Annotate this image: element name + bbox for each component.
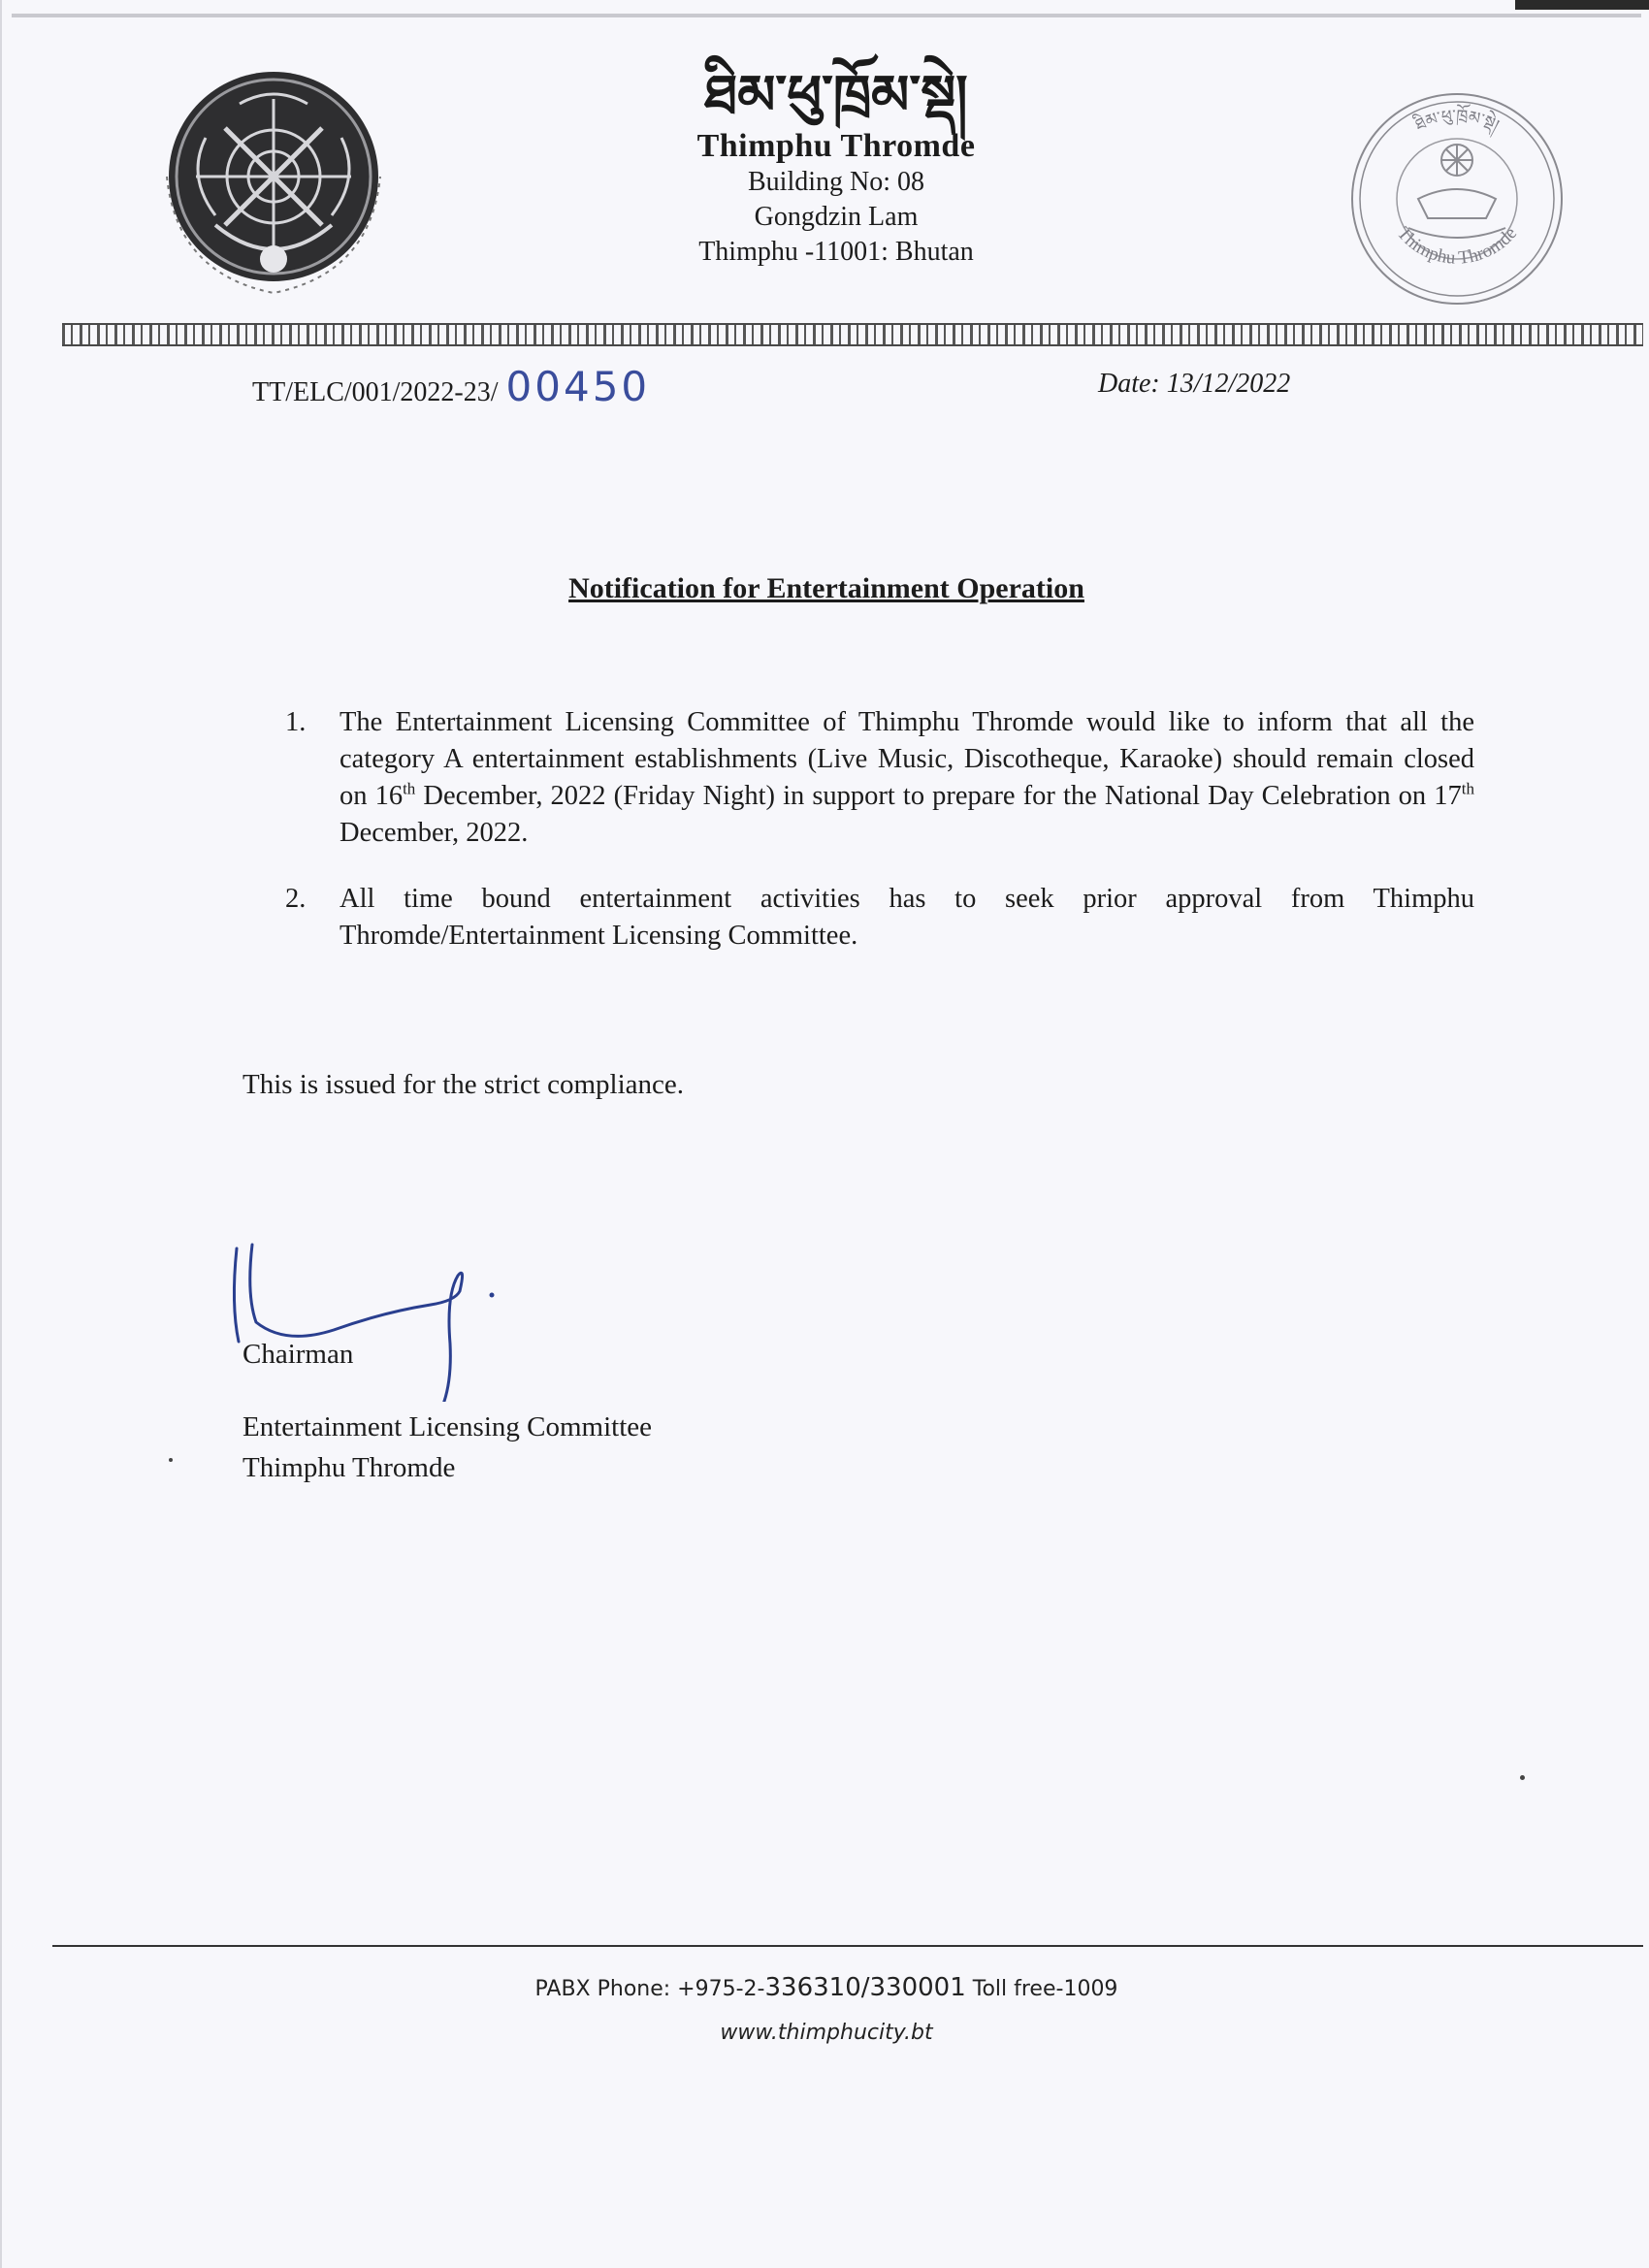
signatory-role: Chairman [242, 1339, 354, 1370]
notification-list [285, 704, 1474, 984]
reference-printed: TT/ELC/001/2022-23/ [252, 377, 499, 407]
scan-edge [12, 14, 1641, 17]
org-name: Thimphu Thromde [696, 127, 976, 164]
footer-pabx: PABX [534, 1977, 591, 2001]
signatory-org [242, 1407, 652, 1488]
letter-date: Date: 13/12/2022 [1098, 369, 1291, 399]
footer-toll-free: Toll free-1009 [972, 1977, 1118, 2001]
notification-title: Notification for Entertainment Operation [568, 572, 1084, 604]
seal-text-bottom: Thimphu Thromde [1392, 223, 1522, 269]
signatory-org-line-2: Thimphu Thromde [242, 1452, 456, 1483]
decorative-border [62, 323, 1643, 346]
letterhead [545, 66, 1127, 270]
reference-number [252, 363, 650, 410]
list-item [285, 704, 1474, 852]
item-number: 2. [285, 884, 307, 914]
national-emblem-icon [147, 60, 400, 303]
footer-rule [52, 1945, 1643, 1947]
reference-handwritten: 00450 [505, 363, 651, 410]
item-text: All time bound entertainment activities has to seek prior approval from Thimphu Thromde/Entertainment Licensing Committee. [340, 884, 1474, 951]
footer-website: www.thimphucity.bt [720, 2021, 933, 2045]
address-line-3: Thimphu -11001: Bhutan [698, 236, 974, 267]
address-line-1: Building No: 08 [747, 166, 924, 197]
scan-speck [169, 1458, 173, 1462]
address-line-2: Gongdzin Lam [754, 201, 919, 232]
scan-corner [1515, 0, 1649, 10]
footer-phone-numbers: 336310/330001 [764, 1973, 966, 2002]
list-item [285, 881, 1474, 955]
footer-contact [2, 1973, 1649, 2002]
signature [227, 1237, 518, 1402]
item-number: 1. [285, 707, 307, 737]
compliance-statement: This is issued for the strict compliance. [242, 1069, 685, 1100]
dzongkha-title: ཐིམ་ཕུ་ཁྲོམ་སྡེ། [704, 64, 968, 127]
seal-text-top: ཐིམ་ཕུ་ཁྲོམ་སྡེ། [1411, 106, 1503, 136]
thromde-seal-icon [1341, 82, 1573, 315]
svg-text:Thimphu Thromde [1393, 223, 1521, 269]
footer-phone-label: Phone: +975-2- [597, 1977, 765, 2001]
item-text: The Entertainment Licensing Committee of Thimphu Thromde would like to inform that all the category A entertainment establishments (Live Music, Discotheque, Karaoke) should remain closed on 16th December, 2022 (Friday Night) in support to prepare for the National Day Celebration on 17th December, 2022. [340, 707, 1474, 848]
scan-speck [1520, 1775, 1525, 1780]
signatory-org-line-1: Entertainment Licensing Committee [242, 1411, 653, 1442]
